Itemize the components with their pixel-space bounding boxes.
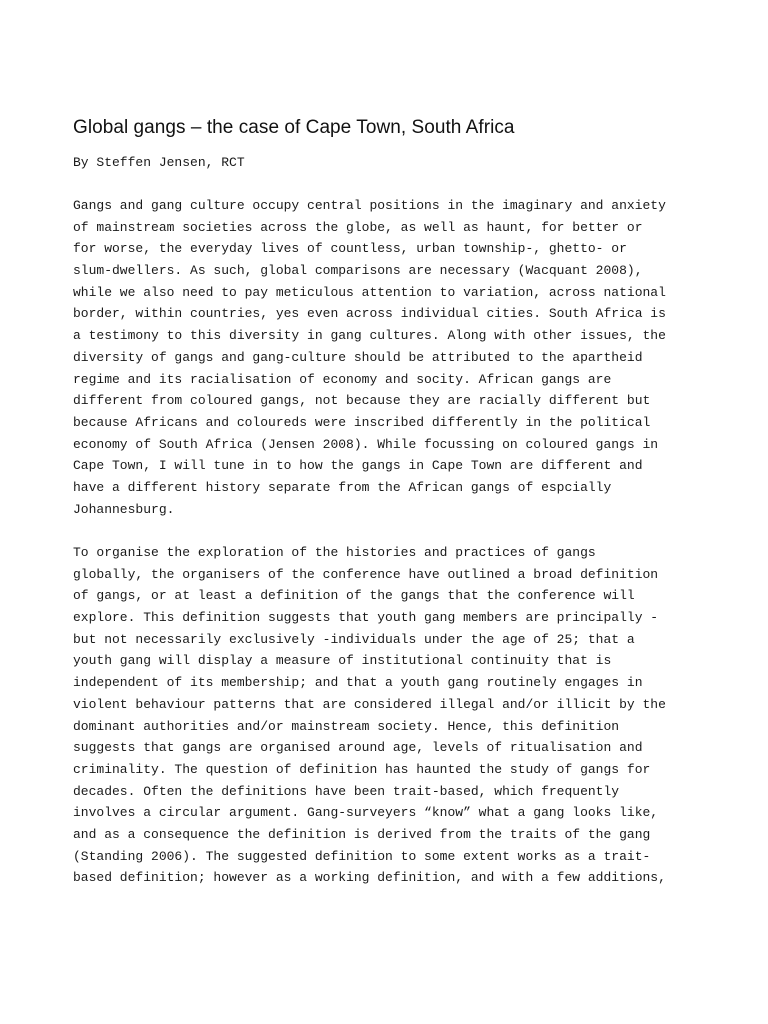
paragraph-line: involves a circular argument. Gang-surveyers “know” what a gang looks like, [73,805,659,821]
paragraph-line: because Africans and coloureds were inscribed differently in the political [73,414,651,430]
paragraph-line: decades. Often the definitions have been trait-based, which frequently [73,783,620,799]
body-paragraph-2 [73,542,713,889]
paragraph-line: based definition; however as a working definition, and with a few additions, [73,870,666,886]
paragraph-line: have a different history separate from the African gangs of espcially [73,479,612,495]
document-title: Global gangs – the case of Cape Town, South Africa [73,117,515,138]
paragraph-line: but not necessarily exclusively -individuals under the age of 25; that a [73,631,635,647]
paragraph-line: Johannesburg. [73,501,175,517]
paragraph-line: (Standing 2006). The suggested definition to some extent works as a trait- [73,848,651,864]
paragraph-line: of gangs, or at least a definition of the gangs that the conference will [73,588,635,604]
paragraph-line: dominant authorities and/or mainstream society. Hence, this definition [73,718,620,734]
paragraph-line: for worse, the everyday lives of countless, urban township-, ghetto- or [73,241,627,257]
paragraph-line: a testimony to this diversity in gang cultures. Along with other issues, the [73,328,666,344]
paragraph-line: diversity of gangs and gang-culture should be attributed to the apartheid [73,349,643,365]
paragraph-line: different from coloured gangs, not because they are racially different but [73,393,651,409]
paragraph-line: Cape Town, I will tune in to how the gangs in Cape Town are different and [73,458,643,474]
paragraph-line: violent behaviour patterns that are considered illegal and/or illicit by the [73,696,666,712]
paragraph-line: Gangs and gang culture occupy central positions in the imaginary and anxiety [73,198,666,213]
paragraph-line: globally, the organisers of the conference have outlined a broad definition [73,566,659,582]
paragraph-line: of mainstream societies across the globe, as well as haunt, for better or [73,219,643,235]
author-byline: By Steffen Jensen, RCT [73,155,245,170]
paragraph-line: independent of its membership; and that a youth gang routinely engages in [73,675,643,691]
body-paragraph-1 [73,195,713,520]
paragraph-line: slum-dwellers. As such, global comparisons are necessary (Wacquant 2008), [73,263,643,279]
paragraph-line: To organise the exploration of the histories and practices of gangs [73,545,596,560]
paragraph-line: youth gang will display a measure of institutional continuity that is [73,653,612,669]
paragraph-line: border, within countries, yes even across individual cities. South Africa is [73,306,666,322]
paragraph-line: economy of South Africa (Jensen 2008). While focussing on coloured gangs in [73,436,659,452]
paragraph-line: criminality. The question of definition has haunted the study of gangs for [73,761,651,777]
paragraph-line: suggests that gangs are organised around age, levels of ritualisation and [73,740,643,756]
paragraph-line: while we also need to pay meticulous attention to variation, across national [73,284,666,300]
paragraph-line: regime and its racialisation of economy and socity. African gangs are [73,371,612,387]
paragraph-line: explore. This definition suggests that youth gang members are principally - [73,610,659,626]
paragraph-line: and as a consequence the definition is derived from the traits of the gang [73,826,651,842]
